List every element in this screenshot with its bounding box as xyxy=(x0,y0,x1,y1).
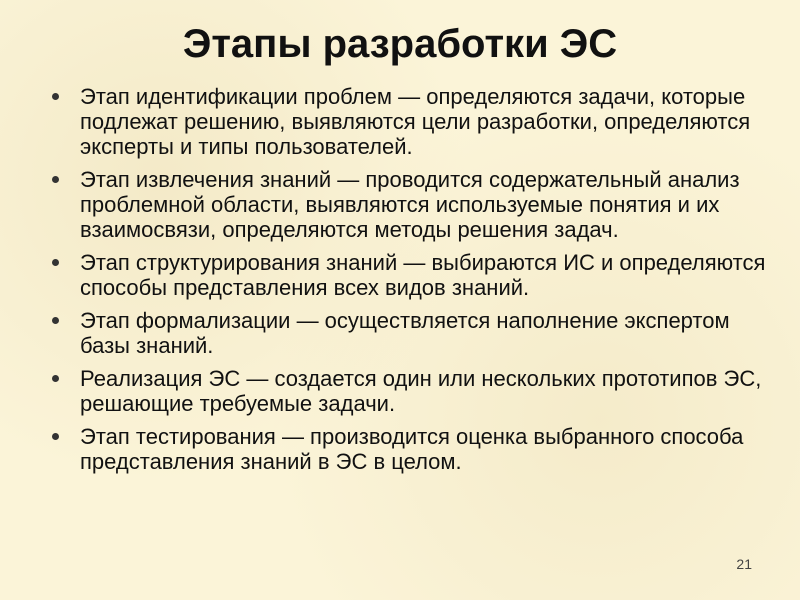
bullet-dot-icon xyxy=(52,317,59,324)
bullet-item xyxy=(46,167,766,242)
bullet-item xyxy=(46,250,766,300)
bullet-text: Этап тестирования — производится оценка выбранного способа представления знаний в ЭС в целом. xyxy=(80,424,744,474)
bullet-text: Этап идентификации проблем — определяются задачи, которые подлежат решению, выявляются цели разработки, определяются эксперты и типы пользователей. xyxy=(80,84,751,159)
bullet-text: Реализация ЭС — создается один или нескольких прототипов ЭС, решающие требуемые задачи. xyxy=(80,366,762,416)
bullet-item xyxy=(46,308,766,358)
bullet-item xyxy=(46,366,766,416)
bullet-item xyxy=(46,84,766,159)
bullet-text: Этап формализации — осуществляется наполнение экспертом базы знаний. xyxy=(80,308,730,358)
slide-title: Этапы разработки ЭС xyxy=(182,22,618,66)
bullet-dot-icon xyxy=(52,375,59,382)
bullet-dot-icon xyxy=(52,259,59,266)
bullet-text: Этап структурирования знаний — выбираются ИС и определяются способы представления всех видов знаний. xyxy=(80,250,766,300)
bullet-text: Этап извлечения знаний — проводится содержательный анализ проблемной области, выявляются используемые понятия и их взаимосвязи, определяются методы решения задач. xyxy=(80,167,740,242)
bullet-item xyxy=(46,424,766,474)
bullet-dot-icon xyxy=(52,433,59,440)
bullet-dot-icon xyxy=(52,93,59,100)
bullet-dot-icon xyxy=(52,176,59,183)
page-number: 21 xyxy=(736,556,752,572)
bullet-list xyxy=(46,84,766,482)
